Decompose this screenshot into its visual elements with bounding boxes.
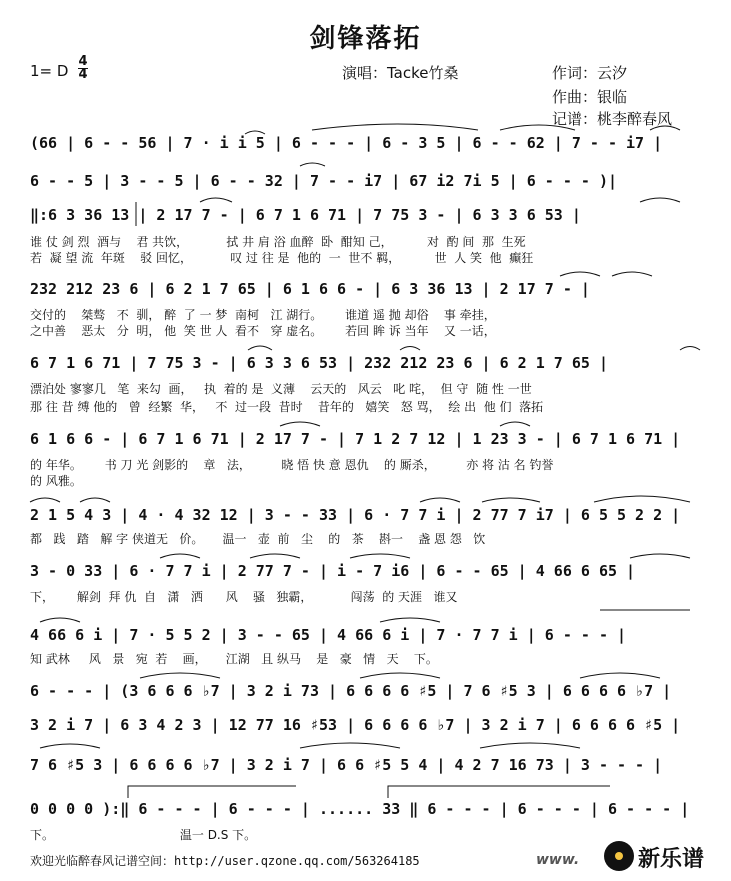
slur-arc <box>350 554 410 558</box>
time-denominator: 4 <box>78 67 88 82</box>
slur-arc <box>480 743 580 748</box>
lyric-line: 那 往 昔 缚 他的 曾 经繁 华， 不 过一段 昔时 昔年的 嬉笑 怒 骂， 绘 出 他 们 落拓 <box>30 400 544 414</box>
lyricist-credit: 作词：云汐 <box>552 64 628 82</box>
slur-arc <box>640 198 680 202</box>
slur-arc <box>140 673 220 678</box>
slur-arc <box>560 272 600 276</box>
slur-arc <box>630 554 690 558</box>
score-row: 232 212 23 6 | 6 2 1 7 65 | 6 1 6 6 - | 6 3 36 13 | 2 17 7 - | <box>30 280 590 298</box>
key-signature: 1= D <box>30 62 69 80</box>
score-row: 2 1 5 4 3 | 4 · 4 32 12 | 3 - - 33 | 6 · 7 7 i | 2 77 7 i7 | 6 5 5 2 2 | <box>30 506 681 524</box>
slur-arc <box>160 554 200 558</box>
slur-arc <box>300 163 325 166</box>
score-row: 7 6 ♯5 3 | 6 6 6 6 ♭7 | 3 2 i 7 | 6 6 ♯5 5 4 | 4 2 7 16 73 | 3 - - - | <box>30 756 663 774</box>
slur-arc <box>80 498 110 502</box>
lyric-line: 的 风雅。 <box>30 474 82 488</box>
slur-arc <box>280 422 320 426</box>
slur-arc <box>650 126 680 130</box>
slur-arc <box>300 743 400 748</box>
lyric-line: 的 年华。 书 刀 光 剑影的 章 法， 晓 悟 快 意 恩仇 的 厮杀， 亦 将 沽 名 钓誉 <box>30 458 554 472</box>
slur-arc <box>312 124 478 130</box>
page-title: 剑锋落拓 <box>309 24 422 54</box>
slur-arc <box>500 125 575 130</box>
score-row: 6 1 6 6 - | 6 7 1 6 71 | 2 17 7 - | 7 1 2 7 12 | 1 23 3 - | 6 7 1 6 71 | <box>30 430 681 448</box>
slur-arc <box>248 346 272 350</box>
record-disc-icon <box>604 841 634 871</box>
slur-arc <box>680 347 700 351</box>
watermark-text: www. <box>536 852 580 868</box>
slur-arc <box>400 347 420 351</box>
slur-arc <box>594 496 690 502</box>
singer-credit: 演唱：Tacke竹桑 <box>342 64 459 82</box>
slur-arc <box>420 498 460 502</box>
lyric-line: 交付的 桀骜 不 驯， 醉 了 一 梦 南柯 江 湖行。 谁道 遥 抛 却俗 事 牵挂， <box>30 308 496 322</box>
slur-arc <box>380 618 440 622</box>
score-row: 3 2 i 7 | 6 3 4 2 3 | 12 77 16 ♯53 | 6 6 6 6 ♭7 | 3 2 i 7 | 6 6 6 6 ♯5 | <box>30 716 681 734</box>
lyric-line: 都 践 踏 解 字 侠道无 价。 温一 壶 前 尘 的 茶 斟一 盏 恩 怨 饮 <box>30 532 486 546</box>
time-numerator: 4 <box>78 54 88 69</box>
volta-bracket <box>388 786 610 798</box>
slur-arc <box>250 554 300 558</box>
footer-text: 欢迎光临醉春风记谱空间：http://user.qzone.qq.com/563264185 <box>30 854 420 868</box>
lyric-line: 谁 仗 剑 烈 酒与 君 共饮， 拭 井 肩 浴 血醉 卧 酣知 己， 对 酌 间 那 生死 <box>30 235 526 249</box>
lyric-line: 之中善 恶太 分 明， 他 笑 世 人 看不 穿 虚名。 若回 眸 诉 当年 又 一话， <box>30 324 496 338</box>
site-logo[interactable] <box>600 838 731 881</box>
volta-bracket <box>128 786 296 798</box>
lyric-line: 漂泊处 寥寥几 笔 来勾 画， 执 着的 是 义薄 云天的 风云 叱 咤， 但 守 随 性 一世 <box>30 382 532 396</box>
slur-arc <box>245 131 265 134</box>
score-row: ‖:6 3 36 13 | 2 17 7 - | 6 7 1 6 71 | 7 75 3 - | 6 3 3 6 53 | <box>30 206 581 224</box>
score-row: 6 - - - | (3 6 6 6 ♭7 | 3 2 i 73 | 6 6 6 6 ♯5 | 7 6 ♯5 3 | 6 6 6 6 ♭7 | <box>30 682 672 700</box>
slur-arc <box>40 744 100 748</box>
lyric-line: 知 武林 风 景 宛 若 画， 江湖 且 纵马 是 豪 情 天 下。 <box>30 652 438 666</box>
slur-arc <box>482 498 540 502</box>
slur-arc <box>200 198 232 202</box>
slur-arc <box>500 422 530 426</box>
score-row: 6 - - 5 | 3 - - 5 | 6 - - 32 | 7 - - i7 | 67 i2 7i 5 | 6 - - - )| <box>30 172 617 190</box>
score-row: 6 7 1 6 71 | 7 75 3 - | 6 3 3 6 53 | 232 212 23 6 | 6 2 1 7 65 | <box>30 354 608 372</box>
lyric-line: 若 凝 望 流 年斑 驳 回忆， 叹 过 往 是 他的 一 世不 羁， 世 人 笑 他 癫狂 <box>30 251 534 265</box>
lyric-line: 下， 解剑 拜 仇 自 潇 洒 风 骚 独霸， 闯荡 的 天涯 谁又 <box>30 590 458 604</box>
slur-arc <box>40 618 80 622</box>
slur-arc <box>30 498 60 502</box>
score-row: 0 0 0 0 ):‖ 6 - - - | 6 - - - | ...... 33 ‖ 6 - - - | 6 - - - | 6 - - - | <box>30 800 690 818</box>
lyric-line: 下。 温一 D.S 下。 <box>30 828 257 842</box>
composer-credit: 作曲：银临 <box>552 88 628 106</box>
slur-arc <box>360 673 440 678</box>
score-row: (66 | 6 - - 56 | 7 · i i 5 | 6 - - - | 6 - 3 5 | 6 - - 62 | 7 - - i7 | <box>30 134 663 152</box>
score-row: 3 - 0 33 | 6 · 7 7 i | 2 77 7 - | i - 7 i6 | 6 - - 65 | 4 66 6 65 | <box>30 562 636 580</box>
score-row: 4 66 6 i | 7 · 5 5 2 | 3 - - 65 | 4 66 6 i | 7 · 7 7 i | 6 - - - | <box>30 626 627 644</box>
slur-arc <box>612 272 652 276</box>
logo-text: 新乐谱 <box>638 847 705 872</box>
transcriber-credit: 记谱：桃李醉春风 <box>552 110 673 128</box>
slur-arc <box>580 673 660 678</box>
